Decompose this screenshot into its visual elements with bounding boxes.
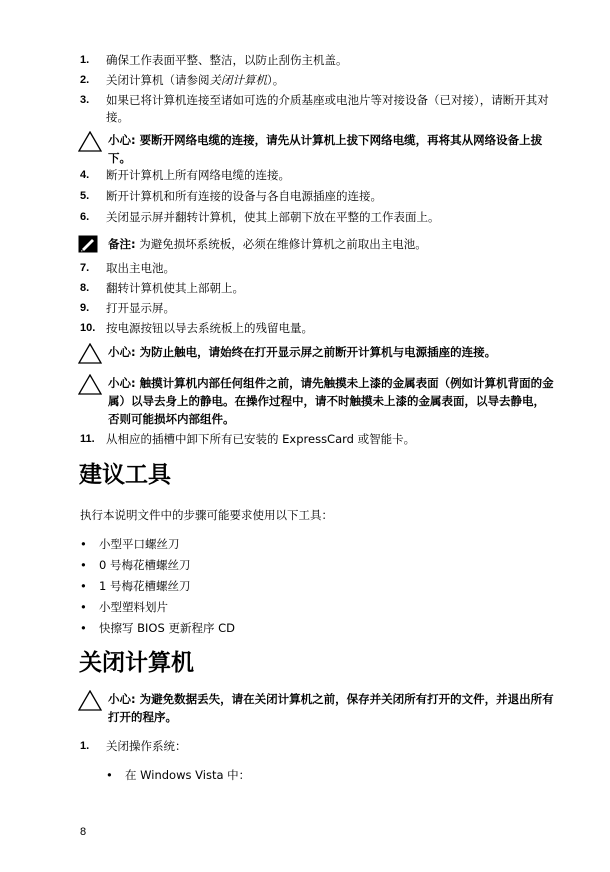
caution-body: 触摸计算机内部任何组件之前，请先触摸未上漆的金属表面（例如计算机背面的金属）以导去身上的静电。在操作过程中，请不时触摸未上漆的金属表面，以导去静电，否则可能损坏内部组件。 (108, 376, 554, 426)
step-number: 7. (80, 262, 90, 274)
step-text: 关闭操作系统： (106, 739, 187, 753)
step-number: 4. (80, 169, 90, 181)
caution-text (108, 131, 554, 167)
warning-triangle-icon (78, 343, 102, 369)
step-9 (80, 300, 560, 317)
step-11 (80, 431, 560, 448)
step-7 (80, 260, 560, 277)
tool-item-text: 0 号梅花槽螺丝刀 (99, 558, 191, 572)
step-4 (80, 167, 560, 184)
step-text: 断开计算机上所有网络电缆的连接。 (106, 168, 290, 182)
step-1 (80, 52, 560, 69)
bullet-icon: • (80, 558, 87, 572)
step-text: 从相应的插槽中卸下所有已安装的 ExpressCard 或智能卡。 (106, 432, 416, 446)
sub-bullet-text: 在 Windows Vista 中： (125, 768, 251, 782)
shutdown-step-1 (80, 738, 560, 755)
tool-item (80, 578, 190, 595)
step-text (106, 72, 560, 89)
note-pencil-icon (78, 235, 98, 258)
section-heading-shutdown: 关闭计算机 (79, 650, 194, 676)
caution-body: 为防止触电，请始终在打开显示屏之前断开计算机与电源插座的连接。 (139, 345, 497, 359)
step-10 (80, 320, 560, 337)
caution-label: 小心: (108, 133, 136, 147)
section-heading-tools: 建议工具 (79, 462, 171, 488)
bullet-icon: • (80, 537, 87, 551)
step-8 (80, 280, 560, 297)
caution-text (108, 690, 554, 726)
note-label: 备注: (108, 237, 136, 251)
tool-item (80, 536, 180, 553)
tool-item-text: 小型平口螺丝刀 (99, 537, 180, 551)
caution-label: 小心: (108, 692, 136, 706)
step-text: 翻转计算机使其上部朝上。 (106, 281, 244, 295)
bullet-icon: • (80, 579, 87, 593)
caution-body: 为避免数据丢失，请在关闭计算机之前，保存并关闭所有打开的文件，并退出所有打开的程序。 (108, 692, 554, 724)
step-number: 8. (80, 282, 90, 294)
caution-body: 要断开网络电缆的连接，请先从计算机上拔下网络电缆，再将其从网络设备上拔下。 (108, 133, 543, 165)
step-number: 6. (80, 211, 90, 223)
step-number: 3. (80, 94, 90, 106)
step-text: 断开计算机和所有连接的设备与各自电源插座的连接。 (106, 189, 382, 203)
tool-item (80, 599, 168, 616)
caution-text (108, 374, 554, 428)
bullet-icon: • (106, 768, 113, 782)
step-number: 10. (80, 322, 96, 334)
step-5 (80, 188, 560, 205)
step-6 (80, 209, 560, 226)
warning-triangle-icon (78, 374, 102, 400)
caution-network-cable (78, 131, 554, 167)
step-number: 11. (80, 433, 95, 445)
sub-bullet-windows-vista (106, 767, 250, 784)
step-text-before: 关闭计算机（请参阅 (106, 73, 210, 87)
step-number: 1. (80, 740, 90, 752)
step-text: 取出主电池。 (106, 261, 175, 275)
caution-static-discharge (78, 374, 554, 428)
note-text (108, 235, 554, 253)
step-text: 如果已将计算机连接至诸如可选的介质基座或电池片等对接设备（已对接），请断开其对接。 (106, 93, 549, 124)
caution-label: 小心: (108, 376, 136, 390)
bullet-icon: • (80, 600, 87, 614)
step-text: 打开显示屏。 (106, 301, 175, 315)
step-text: 确保工作表面平整、整洁，以防止刮伤主机盖。 (106, 53, 348, 67)
step-number: 5. (80, 190, 90, 202)
note-body: 为避免损坏系统板，必须在维修计算机之前取出主电池。 (139, 237, 427, 251)
tool-item-text: 1 号梅花槽螺丝刀 (99, 579, 191, 593)
tool-item (80, 557, 190, 574)
tools-intro: 执行本说明文件中的步骤可能要求使用以下工具： (80, 508, 333, 522)
page-number: 8 (80, 826, 87, 838)
tool-item-text: 小型塑料划片 (99, 600, 168, 614)
step-text: 关闭显示屏并翻转计算机，使其上部朝下放在平整的工作表面上。 (106, 210, 440, 224)
tool-item (80, 620, 235, 637)
tool-item-text: 快擦写 BIOS 更新程序 CD (99, 621, 235, 635)
caution-label: 小心: (108, 345, 136, 359)
step-number: 9. (80, 302, 90, 314)
step-number: 2. (80, 74, 90, 86)
note-remove-battery (78, 235, 554, 253)
step-number: 1. (80, 54, 90, 66)
cross-reference-link[interactable]: 关闭计算机 (209, 73, 267, 87)
step-2 (80, 72, 560, 89)
warning-triangle-icon (78, 690, 102, 716)
caution-data-loss (78, 690, 554, 726)
step-text: 按电源按钮以导去系统板上的残留电量。 (106, 321, 313, 335)
warning-triangle-icon (78, 131, 102, 157)
caution-electric-shock (78, 343, 554, 361)
caution-text (108, 343, 554, 361)
step-text-after: ）。 (267, 73, 285, 87)
step-3 (80, 92, 560, 126)
bullet-icon: • (80, 621, 87, 635)
